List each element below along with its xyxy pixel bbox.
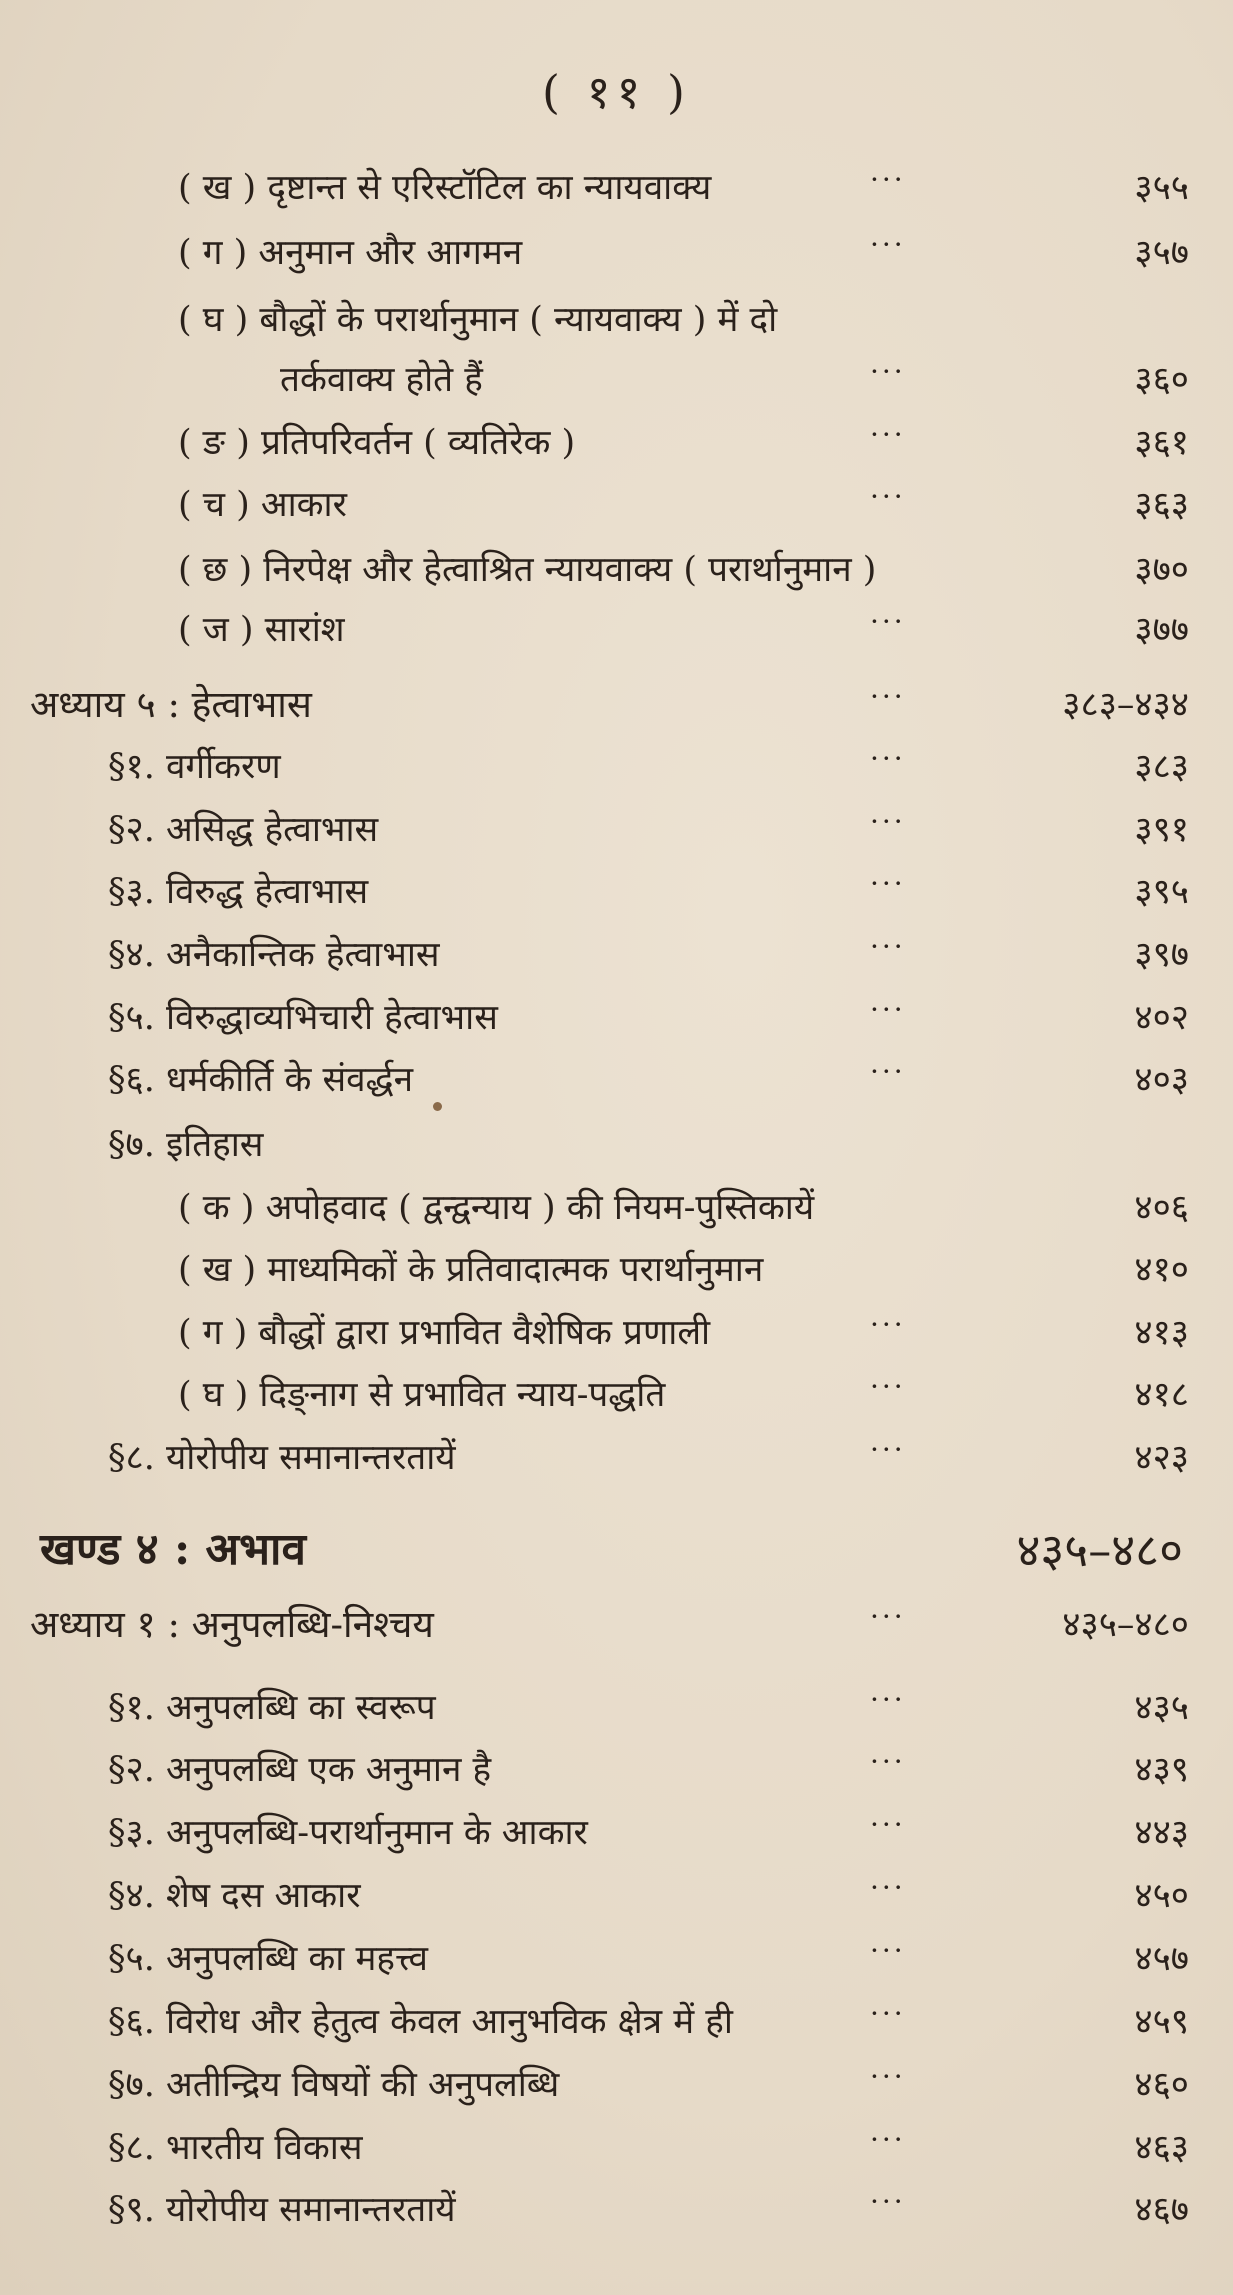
- toc-page-number: ४२३: [1134, 1438, 1189, 1478]
- toc-leader-dots: ···: [870, 1308, 906, 1341]
- toc-entry-title: ( ख ) माध्यमिकों के प्रतिवादात्मक परार्थानुमान: [178, 1250, 764, 1290]
- toc-page-number: ४६७: [1134, 2190, 1189, 2230]
- toc-entry-row: [0, 1428, 1233, 1488]
- toc-entry-title: अध्याय १ : अनुपलब्धि-निश्चय: [30, 1603, 434, 1646]
- toc-page-number: ३५५: [1134, 168, 1189, 208]
- toc-entry-row: [0, 1115, 1233, 1175]
- toc-entry-row: [0, 350, 1233, 410]
- toc-entry-title: §८. भारतीय विकास: [108, 2128, 363, 2168]
- toc-entry-title: §७. इतिहास: [108, 1125, 264, 1165]
- toc-page-number: ३६१: [1134, 423, 1189, 463]
- toc-page-number: ४१८: [1134, 1375, 1189, 1415]
- toc-entry-row: [0, 862, 1233, 922]
- toc-leader-dots: ···: [870, 1871, 906, 1904]
- toc-leader-dots: ···: [870, 2060, 906, 2093]
- toc-page-number: ४१३: [1134, 1313, 1189, 1353]
- toc-entry-row: [0, 1365, 1233, 1425]
- toc-entry-row: [0, 1740, 1233, 1800]
- toc-entry-row: [0, 925, 1233, 985]
- toc-leader-dots: ···: [870, 228, 906, 261]
- toc-page-number: ४०२: [1134, 998, 1189, 1038]
- toc-page-number: ४३९: [1134, 1750, 1189, 1790]
- toc-chapter-row: [0, 1595, 1233, 1655]
- toc-entry-row: [0, 158, 1233, 218]
- toc-entry-title: §५. अनुपलब्धि का महत्त्व: [108, 1939, 428, 1979]
- toc-entry-title: ( ग ) अनुमान और आगमन: [178, 233, 523, 273]
- toc-leader-dots: ···: [870, 993, 906, 1026]
- toc-entry-title: अध्याय ५ : हेत्वाभास: [30, 683, 312, 726]
- toc-entry-title: §२. असिद्ध हेत्वाभास: [108, 810, 379, 850]
- toc-entry-title: ( ज ) सारांश: [178, 610, 345, 650]
- toc-entry-title: §४. अनैकान्तिक हेत्वाभास: [108, 935, 440, 975]
- toc-page-number: ३९५: [1134, 872, 1189, 912]
- toc-entry-row: [0, 737, 1233, 797]
- toc-leader-dots: ···: [870, 680, 906, 713]
- toc-entry-title: §५. विरुद्धाव्यभिचारी हेत्वाभास: [108, 998, 498, 1038]
- toc-leader-dots: ···: [870, 742, 906, 775]
- toc-entry-title: ( घ ) बौद्धों के परार्थानुमान ( न्यायवाक्य ) में दो: [178, 300, 778, 340]
- toc-entry-title: ( क ) अपोहवाद ( द्वन्द्वन्याय ) की नियम-पुस्तिकायें: [178, 1188, 815, 1228]
- toc-entry-row: [0, 1240, 1233, 1300]
- toc-leader-dots: ···: [870, 1683, 906, 1716]
- toc-entry-row: [0, 2118, 1233, 2178]
- toc-entry-row: [0, 800, 1233, 860]
- toc-page-number: ३७०: [1134, 550, 1189, 590]
- toc-entry-row: [0, 413, 1233, 473]
- toc-entry-row: [0, 2055, 1233, 2115]
- toc-entry-title: तर्कवाक्य होते हैं: [280, 360, 483, 400]
- toc-page-number: ४१०: [1134, 1250, 1189, 1290]
- toc-leader-dots: ···: [870, 605, 906, 638]
- toc-leader-dots: ···: [870, 930, 906, 963]
- toc-page-number: ३५७: [1134, 233, 1189, 273]
- toc-entry-title: ( च ) आकार: [178, 485, 347, 525]
- ink-spot: [433, 1102, 442, 1111]
- toc-page-number: ३८३–४३४: [1062, 685, 1189, 725]
- toc-entry-title: ( घ ) दिङ्नाग से प्रभावित न्याय-पद्धति: [178, 1375, 666, 1415]
- toc-page-number: ४०३: [1134, 1060, 1189, 1100]
- toc-entry-title: §८. योरोपीय समानान्तरतायें: [108, 1438, 456, 1478]
- toc-entry-title: ( ग ) बौद्धों द्वारा प्रभावित वैशेषिक प्रणाली: [178, 1313, 711, 1353]
- toc-page-number: ४५७: [1134, 1939, 1189, 1979]
- toc-entry-title: §२. अनुपलब्धि एक अनुमान है: [108, 1750, 492, 1790]
- toc-entry-row: [0, 988, 1233, 1048]
- toc-page-number: ४६३: [1134, 2128, 1189, 2168]
- toc-chapter-row: [0, 675, 1233, 735]
- toc-entry-title: ( ङ ) प्रतिपरिवर्तन ( व्यतिरेक ): [178, 423, 576, 463]
- toc-leader-dots: ···: [870, 1433, 906, 1466]
- toc-leader-dots: ···: [870, 1600, 906, 1633]
- toc-leader-dots: ···: [870, 480, 906, 513]
- toc-entry-row: [0, 475, 1233, 535]
- toc-entry-title: ( ख ) दृष्टान्त से एरिस्टॉटिल का न्यायवाक्य: [178, 168, 712, 208]
- toc-entry-title: §४. शेष दस आकार: [108, 1876, 361, 1916]
- toc-entry-row: [0, 1678, 1233, 1738]
- toc-page-number: ४३५: [1134, 1688, 1189, 1728]
- toc-page-number: ४६०: [1134, 2065, 1189, 2105]
- toc-entry-row: [0, 1866, 1233, 1926]
- toc-entry-row: [0, 1178, 1233, 1238]
- toc-entry-row: [0, 1050, 1233, 1110]
- toc-entry-title: §३. अनुपलब्धि-परार्थानुमान के आकार: [108, 1813, 588, 1853]
- toc-leader-dots: ···: [870, 867, 906, 900]
- toc-leader-dots: ···: [870, 163, 906, 196]
- toc-page-number: ३९७: [1134, 935, 1189, 975]
- toc-entry-row: [0, 540, 1233, 600]
- toc-page-number: ४३५–४८०: [1062, 1605, 1189, 1645]
- toc-entry-title: §६. धर्मकीर्ति के संवर्द्धन: [108, 1060, 414, 1100]
- page-number-header: ( ११ ): [542, 65, 691, 119]
- toc-page-number: ३७७: [1134, 610, 1189, 650]
- toc-entry-row: [0, 1303, 1233, 1363]
- toc-page-number: ३९१: [1134, 810, 1189, 850]
- toc-page-number: ४५०: [1134, 1876, 1189, 1916]
- toc-entry-row: [0, 1803, 1233, 1863]
- toc-page-number: ४०६: [1134, 1188, 1189, 1228]
- toc-entry-title: §१. वर्गीकरण: [108, 747, 281, 787]
- toc-leader-dots: ···: [870, 355, 906, 388]
- toc-entry-row: [0, 1992, 1233, 2052]
- toc-entry-title: §९. योरोपीय समानान्तरतायें: [108, 2190, 456, 2230]
- toc-entry-row: [0, 223, 1233, 283]
- toc-leader-dots: ···: [870, 1745, 906, 1778]
- toc-leader-dots: ···: [870, 1997, 906, 2030]
- toc-leader-dots: ···: [870, 1055, 906, 1088]
- toc-part-row: [0, 1515, 1233, 1585]
- toc-entry-row: [0, 290, 1233, 350]
- toc-entry-title: §३. विरुद्ध हेत्वाभास: [108, 872, 369, 912]
- toc-page-number: ४४३: [1134, 1813, 1189, 1853]
- toc-entry-title: §१. अनुपलब्धि का स्वरूप: [108, 1688, 436, 1728]
- toc-entry-title: खण्ड ४ : अभाव: [40, 1524, 306, 1575]
- toc-leader-dots: ···: [870, 805, 906, 838]
- toc-page-number: ३८३: [1134, 747, 1189, 787]
- toc-leader-dots: ···: [870, 1808, 906, 1841]
- toc-entry-title: ( छ ) निरपेक्ष और हेत्वाश्रित न्यायवाक्य ( परार्थानुमान ): [178, 550, 877, 590]
- toc-page-number: ३६०: [1134, 360, 1189, 400]
- toc-entry-title: §६. विरोध और हेतुत्व केवल आनुभविक क्षेत्र में ही: [108, 2002, 733, 2042]
- toc-leader-dots: ···: [870, 418, 906, 451]
- toc-leader-dots: ···: [870, 2185, 906, 2218]
- toc-leader-dots: ···: [870, 2123, 906, 2156]
- toc-leader-dots: ···: [870, 1370, 906, 1403]
- toc-page-number: ४३५–४८०: [1016, 1523, 1183, 1577]
- toc-entry-title: §७. अतीन्द्रिय विषयों की अनुपलब्धि: [108, 2065, 560, 2105]
- toc-entry-row: [0, 1929, 1233, 1989]
- toc-entry-row: [0, 600, 1233, 660]
- toc-page-number: ४५९: [1134, 2002, 1189, 2042]
- toc-entry-row: [0, 2180, 1233, 2240]
- toc-leader-dots: ···: [870, 1934, 906, 1967]
- toc-page-number: ३६३: [1134, 485, 1189, 525]
